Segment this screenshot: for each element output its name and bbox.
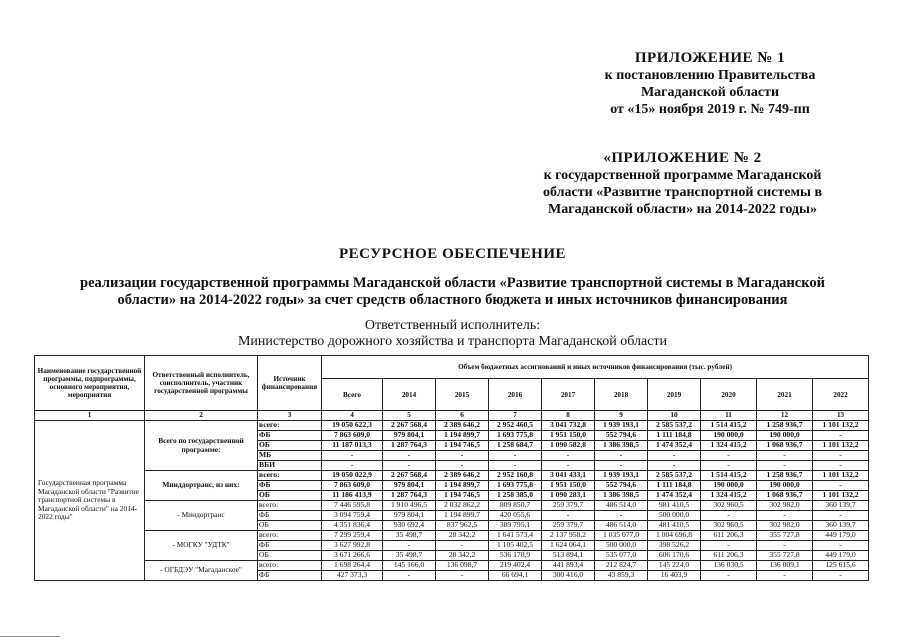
source-cell: ОБ — [258, 491, 322, 501]
value-cell: 28 342,2 — [436, 551, 489, 561]
value-cell: 1 194 899,7 — [436, 431, 489, 441]
subtitle-line: реализации государственной программы Магаданской области «Развитие транспортной системы в Магаданской — [80, 275, 825, 291]
program-name-cell: Государственная программа Магаданской области "Развитие транспортной системы в Магаданской области" на 2014-2022 годы" — [35, 421, 145, 581]
value-cell: 190 000,0 — [757, 431, 813, 441]
source-cell: всего: — [258, 531, 322, 541]
value-cell: - — [813, 451, 869, 461]
value-cell: 302 960,5 — [701, 501, 757, 511]
value-cell: - — [701, 461, 757, 471]
appendix-2-line: области «Развитие транспортной системы в — [542, 185, 823, 200]
value-cell: 125 615,6 — [813, 561, 869, 571]
value-cell: 979 804,1 — [383, 481, 436, 491]
value-cell: 1 693 775,8 — [489, 431, 542, 441]
value-cell: - — [436, 461, 489, 471]
source-cell: ФБ — [258, 511, 322, 521]
source-cell: ОБ — [258, 551, 322, 561]
subtitle-line: области» на 2014-2022 годы» за счет средств областного бюджета и иных источников финансирования — [117, 292, 788, 308]
value-cell: 35 498,7 — [383, 531, 436, 541]
responsible-executor — [0, 318, 905, 350]
value-cell: 1 910 496,5 — [383, 501, 436, 511]
value-cell: 1 194 899,7 — [436, 511, 489, 521]
value-cell: 2 389 646,2 — [436, 471, 489, 481]
value-cell: 1 111 184,8 — [648, 481, 701, 491]
value-cell: 1 951 150,0 — [542, 481, 595, 491]
header-row — [35, 356, 869, 379]
value-cell: 1 004 696,8 — [648, 531, 701, 541]
value-cell: 355 727,8 — [757, 531, 813, 541]
value-cell: - — [595, 461, 648, 471]
table-row — [35, 421, 869, 431]
source-cell: ФБ — [258, 431, 322, 441]
value-cell: 28 342,2 — [436, 531, 489, 541]
value-cell: 1 068 936,7 — [757, 491, 813, 501]
value-cell: 302 982,0 — [757, 521, 813, 531]
column-number: 6 — [436, 411, 489, 421]
table-row — [35, 501, 869, 511]
value-cell: - — [542, 461, 595, 471]
value-cell: 3 041 732,8 — [542, 421, 595, 431]
value-cell: - — [813, 571, 869, 581]
value-cell: 219 402,4 — [489, 561, 542, 571]
value-cell: - — [813, 481, 869, 491]
value-cell: 35 498,7 — [383, 551, 436, 561]
value-cell: 979 804,1 — [383, 431, 436, 441]
value-cell: - — [757, 541, 813, 551]
value-cell: 611 206,3 — [701, 531, 757, 541]
appendix-2-block — [510, 150, 855, 218]
value-cell: 2 032 862,2 — [436, 501, 489, 511]
value-cell: 1 111 184,8 — [648, 431, 701, 441]
value-cell: 259 379,7 — [542, 521, 595, 531]
value-cell: 3 671 266,6 — [322, 551, 383, 561]
column-number: 3 — [258, 411, 322, 421]
source-cell: всего: — [258, 501, 322, 511]
column-number: 11 — [701, 411, 757, 421]
source-cell: МБ — [258, 451, 322, 461]
value-cell: - — [648, 461, 701, 471]
appendix-2-title: «ПРИЛОЖЕНИЕ № 2 — [603, 150, 762, 166]
value-cell: 1 386 398,5 — [595, 491, 648, 501]
column-number: 10 — [648, 411, 701, 421]
responsible-value: Министерство дорожного хозяйства и транспорта Магаданской области — [237, 334, 668, 349]
appendix-1-title: ПРИЛОЖЕНИЕ № 1 — [634, 50, 786, 66]
header-year: 2022 — [813, 379, 869, 411]
header-year: 2020 — [701, 379, 757, 411]
value-cell: 190 000,0 — [701, 431, 757, 441]
value-cell: 930 692,4 — [383, 521, 436, 531]
value-cell: 1 474 352,4 — [648, 491, 701, 501]
value-cell: 1 101 132,2 — [813, 471, 869, 481]
value-cell: - — [436, 451, 489, 461]
value-cell: 1 386 398,5 — [595, 441, 648, 451]
value-cell: 1 693 775,8 — [489, 481, 542, 491]
value-cell: 809 850,7 — [489, 501, 542, 511]
value-cell: 1 514 415,2 — [701, 421, 757, 431]
source-cell: ВБИ — [258, 461, 322, 471]
value-cell: 2 952 460,5 — [489, 421, 542, 431]
value-cell: - — [757, 571, 813, 581]
source-cell: ФБ — [258, 571, 322, 581]
value-cell: 11 187 013,3 — [322, 441, 383, 451]
value-cell: 2 585 537,2 — [648, 471, 701, 481]
value-cell: - — [383, 451, 436, 461]
value-cell: 536 170,9 — [489, 551, 542, 561]
value-cell: 1 939 193,1 — [595, 471, 648, 481]
value-cell: - — [595, 511, 648, 521]
value-cell: - — [757, 461, 813, 471]
value-cell: 1 035 077,0 — [595, 531, 648, 541]
value-cell: 1 258 684,7 — [489, 441, 542, 451]
value-cell: 2 952 160,8 — [489, 471, 542, 481]
value-cell: 449 179,0 — [813, 551, 869, 561]
value-cell: 4 351 836,4 — [322, 521, 383, 531]
header-year: 2019 — [648, 379, 701, 411]
value-cell: 1 287 764,3 — [383, 491, 436, 501]
value-cell: 212 824,7 — [595, 561, 648, 571]
value-cell: 981 410,5 — [648, 501, 701, 511]
executor-cell: - ОГБДЭУ "Магаданское" — [145, 561, 258, 581]
value-cell: 500 000,0 — [595, 541, 648, 551]
value-cell: 2 267 568,4 — [383, 421, 436, 431]
header-col-source: Источник финансирования — [258, 356, 322, 411]
value-cell: - — [813, 541, 869, 551]
value-cell: 837 962,5 — [436, 521, 489, 531]
value-cell: 145 224,0 — [648, 561, 701, 571]
value-cell: 3 041 433,1 — [542, 471, 595, 481]
column-numbers-row — [35, 411, 869, 421]
value-cell: 1 951 150,0 — [542, 431, 595, 441]
responsible-label: Ответственный исполнитель: — [364, 318, 541, 333]
value-cell: - — [701, 511, 757, 521]
column-number: 12 — [757, 411, 813, 421]
value-cell: 259 379,7 — [542, 501, 595, 511]
value-cell: - — [648, 451, 701, 461]
value-cell: 1 090 582,8 — [542, 441, 595, 451]
table-row — [35, 471, 869, 481]
value-cell: 7 863 609,0 — [322, 481, 383, 491]
value-cell: 355 727,8 — [757, 551, 813, 561]
value-cell: - — [701, 571, 757, 581]
value-cell: 136 009,1 — [757, 561, 813, 571]
value-cell: 136 030,5 — [701, 561, 757, 571]
value-cell: 360 139,7 — [813, 521, 869, 531]
value-cell: 66 694,1 — [489, 571, 542, 581]
value-cell: 302 960,5 — [701, 521, 757, 531]
value-cell: 398 526,2 — [648, 541, 701, 551]
value-cell: 19 050 022,9 — [322, 471, 383, 481]
value-cell: 1 194 746,5 — [436, 441, 489, 451]
table-row — [35, 561, 869, 571]
header-year: 2014 — [383, 379, 436, 411]
value-cell: 1 101 132,2 — [813, 421, 869, 431]
value-cell: 611 206,3 — [701, 551, 757, 561]
value-cell: 11 186 413,9 — [322, 491, 383, 501]
value-cell: - — [757, 451, 813, 461]
column-number: 13 — [813, 411, 869, 421]
value-cell: 2 137 958,2 — [542, 531, 595, 541]
value-cell: 1 068 936,7 — [757, 441, 813, 451]
appendix-2-line: Магаданской области» на 2014-2022 годы» — [548, 202, 817, 217]
value-cell: 2 585 537,2 — [648, 421, 701, 431]
document-title: РЕСУРСНОЕ ОБЕСПЕЧЕНИЕ — [338, 246, 567, 262]
value-cell: 302 982,0 — [757, 501, 813, 511]
column-number: 4 — [322, 411, 383, 421]
value-cell: - — [813, 511, 869, 521]
value-cell: 300 416,0 — [542, 571, 595, 581]
value-cell: 43 859,3 — [595, 571, 648, 581]
value-cell: 19 050 622,3 — [322, 421, 383, 431]
source-cell: ОБ — [258, 521, 322, 531]
page-edge-mark — [0, 636, 60, 637]
column-number: 7 — [489, 411, 542, 421]
appendix-1-line: к постановлению Правительства — [604, 68, 816, 83]
value-cell: 535 077,0 — [595, 551, 648, 561]
source-cell: ОБ — [258, 441, 322, 451]
column-number: 5 — [383, 411, 436, 421]
value-cell: 1 090 283,1 — [542, 491, 595, 501]
value-cell: 1 258 936,7 — [757, 471, 813, 481]
appendix-1-block — [560, 50, 860, 118]
executor-cell: - Миндортранс — [145, 501, 258, 531]
value-cell: 1 324 415,2 — [701, 491, 757, 501]
value-cell: - — [383, 571, 436, 581]
value-cell: 552 794,6 — [595, 481, 648, 491]
value-cell: 7 863 609,0 — [322, 431, 383, 441]
value-cell: - — [322, 461, 383, 471]
appendix-2-line: к государственной программе Магаданской — [543, 168, 822, 183]
value-cell: - — [701, 541, 757, 551]
value-cell: - — [322, 451, 383, 461]
value-cell: 427 373,3 — [322, 571, 383, 581]
value-cell: 3 094 759,4 — [322, 511, 383, 521]
value-cell: - — [757, 511, 813, 521]
value-cell: 1 324 415,2 — [701, 441, 757, 451]
value-cell: 190 000,0 — [701, 481, 757, 491]
value-cell: 3 627 992,8 — [322, 541, 383, 551]
value-cell: - — [813, 461, 869, 471]
header-year: 2021 — [757, 379, 813, 411]
value-cell: 1 194 899,7 — [436, 481, 489, 491]
value-cell: 7 299 259,4 — [322, 531, 383, 541]
value-cell: 1 194 746,5 — [436, 491, 489, 501]
header-year: Всего — [322, 379, 383, 411]
column-number: 1 — [35, 411, 145, 421]
executor-cell: Минддортранс, из них: — [145, 471, 258, 501]
value-cell: 1 698 264,4 — [322, 561, 383, 571]
value-cell: 190 000,0 — [757, 481, 813, 491]
value-cell: - — [542, 451, 595, 461]
value-cell: - — [595, 451, 648, 461]
appendix-1-line: от «15» ноября 2019 г. № 749-пп — [610, 102, 810, 117]
value-cell: - — [436, 571, 489, 581]
source-cell: всего: — [258, 561, 322, 571]
value-cell: 136 098,7 — [436, 561, 489, 571]
value-cell: 145 166,0 — [383, 561, 436, 571]
value-cell: 606 170,6 — [648, 551, 701, 561]
header-col-name: Наименование государственной программы, подпрограммы, основного мероприятия, мероприятия — [35, 356, 145, 411]
value-cell: 552 794,6 — [595, 431, 648, 441]
column-number: 9 — [595, 411, 648, 421]
table-row — [35, 531, 869, 541]
value-cell: - — [383, 541, 436, 551]
value-cell: 7 446 595,8 — [322, 501, 383, 511]
value-cell: - — [701, 451, 757, 461]
header-year: 2018 — [595, 379, 648, 411]
source-cell: ФБ — [258, 481, 322, 491]
column-number: 8 — [542, 411, 595, 421]
source-cell: ФБ — [258, 541, 322, 551]
header-year: 2015 — [436, 379, 489, 411]
value-cell: 16 403,9 — [648, 571, 701, 581]
value-cell: 1 514 415,2 — [701, 471, 757, 481]
header-volume: Объем бюджетных ассигнований и иных источников финансирования (тыс. рублей) — [322, 356, 869, 379]
value-cell: 481 410,5 — [648, 521, 701, 531]
value-cell: 1 105 402,5 — [489, 541, 542, 551]
header-year: 2017 — [542, 379, 595, 411]
value-cell: 1 474 352,4 — [648, 441, 701, 451]
value-cell: 420 055,6 — [489, 511, 542, 521]
value-cell: - — [489, 451, 542, 461]
value-cell: - — [542, 511, 595, 521]
header-col-executor: Ответственный исполнитель, соисполнитель, участник государственной программы — [145, 356, 258, 411]
value-cell: 449 179,0 — [813, 531, 869, 541]
header-year: 2016 — [489, 379, 542, 411]
executor-cell: Всего по государственной программе: — [145, 421, 258, 471]
value-cell: 1 101 132,2 — [813, 441, 869, 451]
value-cell: 389 795,1 — [489, 521, 542, 531]
value-cell: 2 267 568,4 — [383, 471, 436, 481]
value-cell: 486 514,0 — [595, 501, 648, 511]
value-cell: 1 939 193,1 — [595, 421, 648, 431]
appendix-1-line: Магаданской области — [640, 85, 780, 100]
source-cell: всего: — [258, 471, 322, 481]
value-cell: 1 641 573,4 — [489, 531, 542, 541]
value-cell: 1 287 764,3 — [383, 441, 436, 451]
value-cell: 486 514,0 — [595, 521, 648, 531]
value-cell: 500 000,0 — [648, 511, 701, 521]
value-cell: 1 624 064,1 — [542, 541, 595, 551]
resource-table — [34, 355, 869, 581]
value-cell: 360 139,7 — [813, 501, 869, 511]
value-cell: - — [813, 431, 869, 441]
value-cell: 1 258 936,7 — [757, 421, 813, 431]
value-cell: 513 894,1 — [542, 551, 595, 561]
value-cell: 1 258 385,0 — [489, 491, 542, 501]
column-number: 2 — [145, 411, 258, 421]
value-cell: - — [383, 461, 436, 471]
value-cell: 1 101 132,2 — [813, 491, 869, 501]
value-cell: 979 804,1 — [383, 511, 436, 521]
value-cell: 2 389 646,2 — [436, 421, 489, 431]
value-cell: - — [436, 541, 489, 551]
value-cell: - — [489, 461, 542, 471]
source-cell: всего: — [258, 421, 322, 431]
executor-cell: - МОГКУ "УДТК" — [145, 531, 258, 561]
value-cell: 441 893,4 — [542, 561, 595, 571]
document-subtitle — [0, 275, 905, 309]
